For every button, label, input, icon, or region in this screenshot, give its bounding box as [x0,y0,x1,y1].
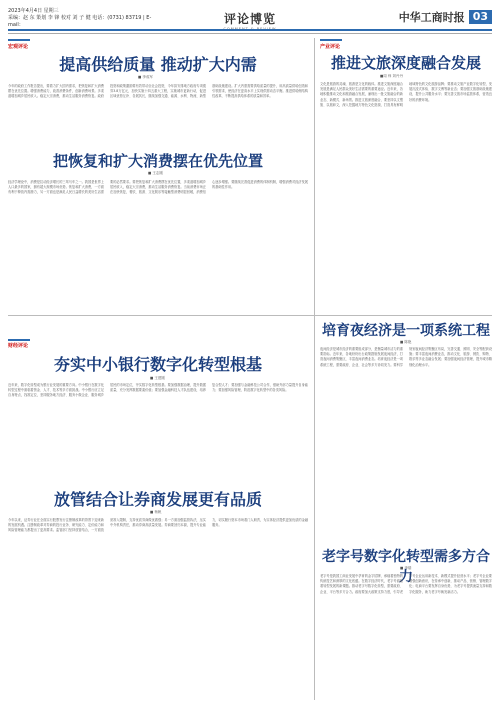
section-tag-macro: 宏观评论 [8,44,29,50]
article-body: 近年来，数字化转型成为银行业发展的重要方向。中小银行在数字化转型过程中面临着资金、人才、技术等多方面挑战。中小银行应立足自身特点，找准定位，坚持服务地方经济、服务小微企业、服务城乡居民的市场定位，夯实数字化转型根基。要加强数据治理，提升数据质量，充分发挥数据要素价值；要加强金融科技人才队伍建设，培养复合型人才；要加强与金融科技公司合作，借助外部力量提升自身能力；要加强风险管理，防范数字化转型中的各类风险。 [8,383,308,398]
section-bar [8,39,30,41]
masthead-rule-thin [8,33,492,34]
article-body: 夜间经济是城市经济的重要组成部分，是衡量城市活力的重要指标。近年来，各地纷纷出台政策措施发展夜间经济，打造夜间消费集聚区，丰富夜间消费业态。培育夜经济是一项系统工程，需要政府、企业、社会等多方协同发力。要科学规划夜间经济集聚区布局，完善交通、照明、安全等配套设施；要丰富夜间消费业态，推动文化、旅游、餐饮、购物、娱乐等多业态融合发展；要加强夜间经济管理，提升城市精细化治理水平。 [320,347,492,367]
masthead-info: 2023年4月4日 星期三 采编：赵 东 策划 李 锋 校对 刘 子 健 电话：(0731) 83719 | E-mail： [8,8,152,28]
article-byline: ■ 杨帆 [150,510,162,514]
paper-brand [399,9,492,25]
section-divider [8,315,492,316]
article-headline: 放管结合让券商发展更有品质 [53,490,262,509]
masthead-rule [8,29,492,31]
article-byline: ■ 王建刚 [150,376,165,380]
page-number: 03 [469,10,492,24]
column-divider [314,38,315,350]
article-headline: 推进文旅深度融合发展 [330,54,481,72]
section-title: 评论博览 [223,12,276,26]
section-bar [8,339,30,341]
article-body: 文化是旅游的灵魂，旅游是文化的载体。推进文旅深度融合发展是满足人民群众美好生活需要的重要途径。近年来，各地积极推动文化和旅游融合发展，涌现出一批文旅融合的新业态、新模式、新场景。推进文旅深度融合，要坚持以文塑旅、以旅彰文，深入挖掘地方特色文化资源，打造具有鲜明地域特色的文化旅游品牌；要推动文旅产业数字化转型，发展沉浸式体验、数字文博等新业态；要加强文旅基础设施建设，提升公共服务水平；要完善文旅市场监管体系，营造良好的消费环境。 [320,82,492,107]
article-headline: 老字号数字化转型需多方合力 [322,549,490,585]
article-byline: ■ 陈艳 [400,340,412,344]
section-tag-finance: 财经评论 [8,343,29,349]
article-headline: 提高供给质量 推动扩大内需 [59,55,257,74]
article-byline: ■ 李瑞 [400,566,412,570]
paper-name: 中华工商时报 [398,11,465,24]
article-body: 老字号是我国工商业发展中孕育的金字招牌，承载着独特的传统技艺和深厚的文化底蕴。在数字经济时代，老字号面临着转型发展的新课题。推动老字号数字化转型，需要政府、企业、平台等多方合力。政府要加大政策支持力度，引导老字号企业运用新技术、新模式提升经营水平；老字号企业要增强创新意识，在传承中创新，推动产品、营销、管理数字化；电商平台要发挥自身优势，为老字号提供流量支持和数字化服务，助力老字号焕发新活力。 [320,574,492,594]
article-headline: 把恢复和扩大消费摆在优先位置 [52,152,263,170]
article-byline: ■ 王志刚 [148,171,163,175]
section-bar [320,39,342,41]
section-tag-industry: 产业评论 [320,44,341,50]
article-headline: 夯实中小银行数字化转型根基 [53,355,262,374]
article-byline: ■周 炜 刘丹丹 [380,74,404,78]
article-body: 经济学理论中，消费是拉动经济增长的三驾马车之一。我国是世界上人口最多的国家，拥有超大规模市场优势。恢复和扩大消费，一方面有利于释放内需潜力，另一方面也是满足人民日益增长的美好生活需要的必然要求。要把恢复和扩大消费摆在优先位置，多渠道增加城乡居民收入，稳定大宗消费，推动生活服务消费恢复。当前消费市场正在加快恢复，餐饮、旅游、文化娱乐等接触型消费明显回暖，消费信心逐步增强。要继续完善促进消费的体制机制，增强消费对经济发展的基础性作用。 [8,180,308,195]
column-divider [314,350,315,700]
article-headline: 培育夜经济是一项系统工程 [322,323,490,339]
section-header [214,10,286,31]
article-body: 今年的政府工作报告提出，要着力扩大国内需求，把恢复和扩大消费摆在优先位置。增强消费能力，改善消费条件，创新消费场景。多渠道增加城乡居民收入。稳定大宗消费，推动生活服务消费恢复。政府投资和政策激励要有效带动全社会投资，今年拟安排地方政府专项债券3.8万亿元，加快实施十四五重大工程，实施城市更新行动，促进区域优势互补、各展其长，继续加强交通、能源、水利、物流、新型基础设施建设。扩大内需需要供给质量的提升，用高质量供给创造和引领需求，使经济在更高水平上实现供需动态平衡。推进供给侧结构性改革，不断提高供给体系的质量和效率。 [8,84,308,99]
article-body: 今年以来，证券行业在全面实行股票发行注册制改革的背景下迎来新的发展机遇。注册制改革对券商的投行业务、研究能力、定价能力和风险管理能力都提出了更高要求。监管部门坚持放管结合，一方面放宽准入限制，支持优质券商做优做强；另一方面加强监管执法，压实中介机构责任，推动券商高质量发展。券商要回归本源，提升专业能力，切实履行资本市场看门人职责，为实体经济提供更加优质的金融服务。 [8,518,308,533]
article-byline: ■ 李成军 [138,75,153,79]
